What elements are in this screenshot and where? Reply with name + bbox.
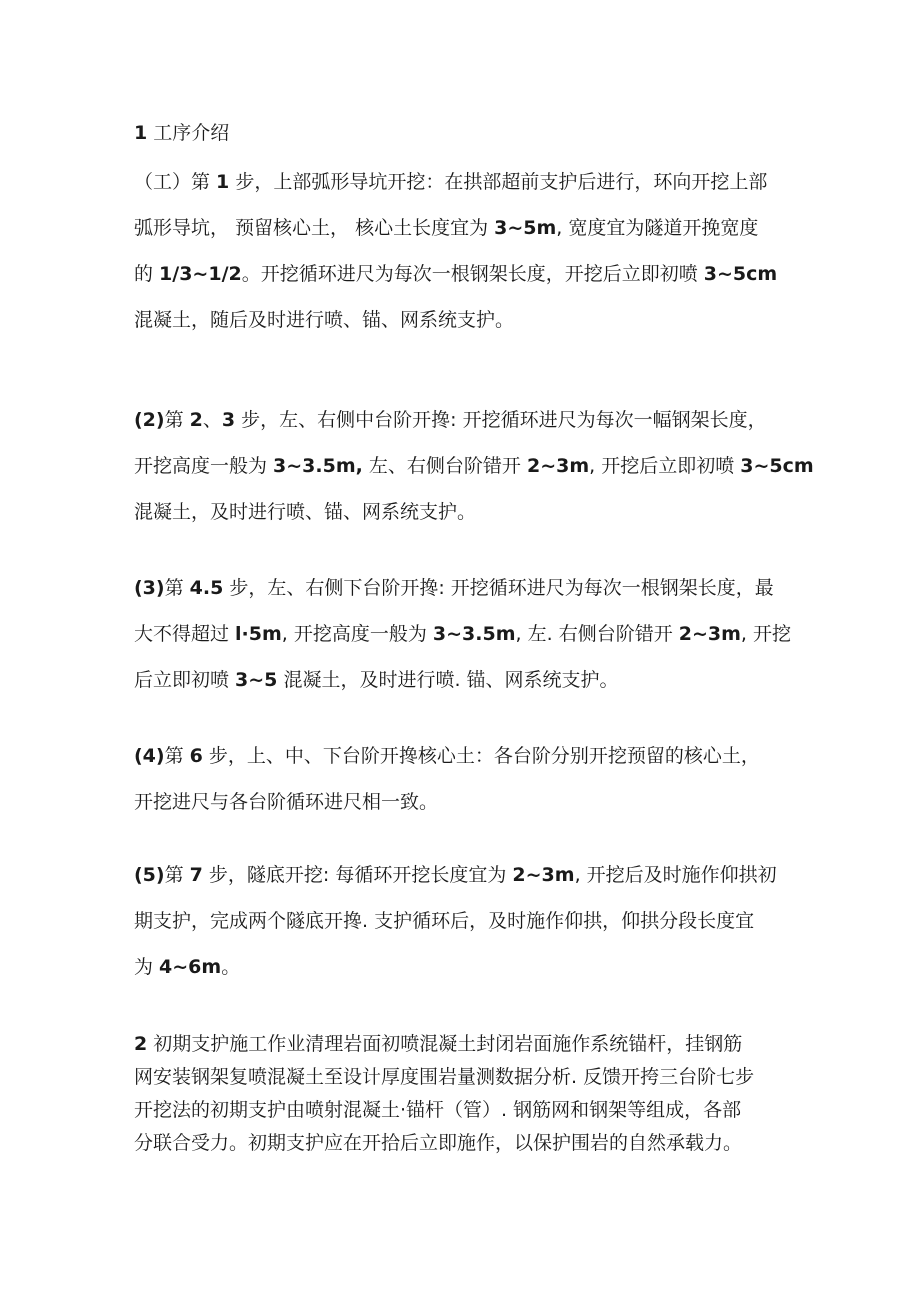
step-index: (4) — [134, 745, 165, 767]
text-run: 步，隧底开挖: 每循环开挖长度宜为 — [202, 864, 513, 886]
step-index: (3) — [134, 577, 165, 599]
text-run: 、 — [202, 409, 222, 431]
section-1-heading — [134, 120, 229, 146]
step-index: (2) — [134, 409, 165, 431]
section-1-number: 1 — [134, 122, 148, 144]
step-number: 2 — [189, 409, 203, 431]
text-run: 混凝土，及时进行喷、锚、网系统支护。 — [134, 501, 477, 523]
paragraph-line — [134, 611, 794, 657]
step-index: (5) — [134, 864, 165, 886]
value-run: l·5m — [235, 623, 282, 645]
text-run: , 开挖高度一般为 — [281, 623, 433, 645]
text-run: （工）第 — [134, 171, 217, 193]
text-run: 为 — [134, 956, 160, 978]
text-run: 弧形导坑， 预留核心土， 核心土长度宜为 — [134, 217, 495, 239]
paragraph-line — [134, 1127, 794, 1160]
text-run: 分联合受力。初期支护应在开拾后立即施作，以保护围岩的自然承载力。 — [134, 1132, 743, 1154]
step-number: 7 — [189, 864, 203, 886]
text-run: 第 — [164, 745, 190, 767]
step-1-paragraph — [134, 159, 794, 343]
text-run: 左、右侧台阶错开 — [362, 455, 527, 477]
text-run: 混凝土，及时进行喷. 锚、网系统支护。 — [277, 669, 619, 691]
step-3-paragraph — [134, 565, 794, 703]
text-run: 混凝土，随后及时进行喷、锚、网系统支护。 — [134, 309, 515, 331]
text-run: 开挖进尺与各台阶循环进尺相一致。 — [134, 791, 439, 813]
text-run: 开挖高度一般为 — [134, 455, 274, 477]
text-run: 网安装钢架复喷混凝土至设计厚度围岩量测数据分析. 反馈开挎三台阶七步 — [134, 1066, 755, 1088]
text-run: 。 — [221, 956, 241, 978]
text-run: 大不得超过 — [134, 623, 236, 645]
value-run: 2~3m — [512, 864, 575, 886]
value-run: 2~3m — [678, 623, 741, 645]
section-2-paragraph — [134, 1028, 794, 1160]
text-run: , 开挖 — [740, 623, 791, 645]
text-run: 后立即初喷 — [134, 669, 236, 691]
paragraph-line — [134, 297, 794, 343]
value-run: 2~3m — [526, 455, 590, 477]
value-run: 3~5cm — [740, 455, 814, 477]
text-run: , 开挖后及时施作仰拱初 — [574, 864, 777, 886]
text-run: 步，上部弧形导坑开挖：在拱部超前支护后进行，环向开挖上部 — [229, 171, 768, 193]
paragraph-line — [134, 489, 794, 535]
value-run: 3~3.5m, — [273, 455, 363, 477]
text-run: 开挖法的初期支护由喷射混凝土·锚杆（管）. 钢筋网和钢架等组成，各部 — [134, 1099, 742, 1121]
paragraph-line — [134, 159, 794, 205]
text-run: , 宽度宜为隧道开挽宽度 — [556, 217, 759, 239]
step-5-paragraph — [134, 852, 794, 990]
text-run: 的 — [134, 263, 160, 285]
paragraph-line — [134, 1061, 794, 1094]
paragraph-line — [134, 898, 794, 944]
text-run: 初期支护施工作业清理岩面初喷混凝土封闭岩面施作系统锚杆，挂钢筋 — [147, 1033, 743, 1055]
value-run: 1/3~1/2 — [159, 263, 242, 285]
value-run: 3~5cm — [703, 263, 778, 285]
paragraph-line — [134, 1094, 794, 1127]
value-run: 3~5m — [494, 217, 557, 239]
paragraph-line — [134, 779, 794, 825]
text-run: 。开挖循环进尺为每次一根钢架长度，开挖后立即初喷 — [241, 263, 704, 285]
text-run: 第 — [164, 577, 190, 599]
paragraph-line — [134, 397, 794, 443]
paragraph-line — [134, 565, 794, 611]
section-1-title: 工序介绍 — [147, 122, 230, 144]
step-4-paragraph — [134, 733, 794, 825]
text-run: 期支护，完成两个隧底开搀. 支护循环后，及时施作仰拱，仰拱分段长度宜 — [134, 910, 755, 932]
text-run: 步，左、右侧中台阶开搀: 开挖循环进尺为每次一幅钢架长度， — [235, 409, 767, 431]
step-number: 6 — [189, 745, 203, 767]
step-number: 4.5 — [189, 577, 224, 599]
text-run: , 左. 右侧台阶错开 — [515, 623, 679, 645]
value-run: 4~6m — [159, 956, 222, 978]
paragraph-line — [134, 657, 794, 703]
section-2-number: 2 — [134, 1033, 148, 1055]
text-run: , 开挖后立即初喷 — [589, 455, 741, 477]
paragraph-line — [134, 852, 794, 898]
text-run: 步，左、右侧下台阶开搀: 开挖循环进尺为每次一根钢架长度，最 — [223, 577, 774, 599]
step-number: 1 — [216, 171, 230, 193]
text-run: 第 — [164, 864, 190, 886]
text-run: 步，上、中、下台阶开搀核心土：各台阶分别开挖预留的核心土， — [202, 745, 760, 767]
paragraph-line — [134, 251, 794, 297]
step-2-paragraph — [134, 397, 814, 535]
paragraph-line — [134, 944, 794, 990]
paragraph-line — [134, 205, 794, 251]
step-number: 3 — [221, 409, 236, 431]
value-run: 3~3.5m — [432, 623, 516, 645]
text-run: 第 — [164, 409, 190, 431]
value-run: 3~5 — [235, 669, 278, 691]
paragraph-line — [134, 733, 794, 779]
paragraph-line — [134, 1028, 794, 1061]
paragraph-line — [134, 443, 814, 489]
